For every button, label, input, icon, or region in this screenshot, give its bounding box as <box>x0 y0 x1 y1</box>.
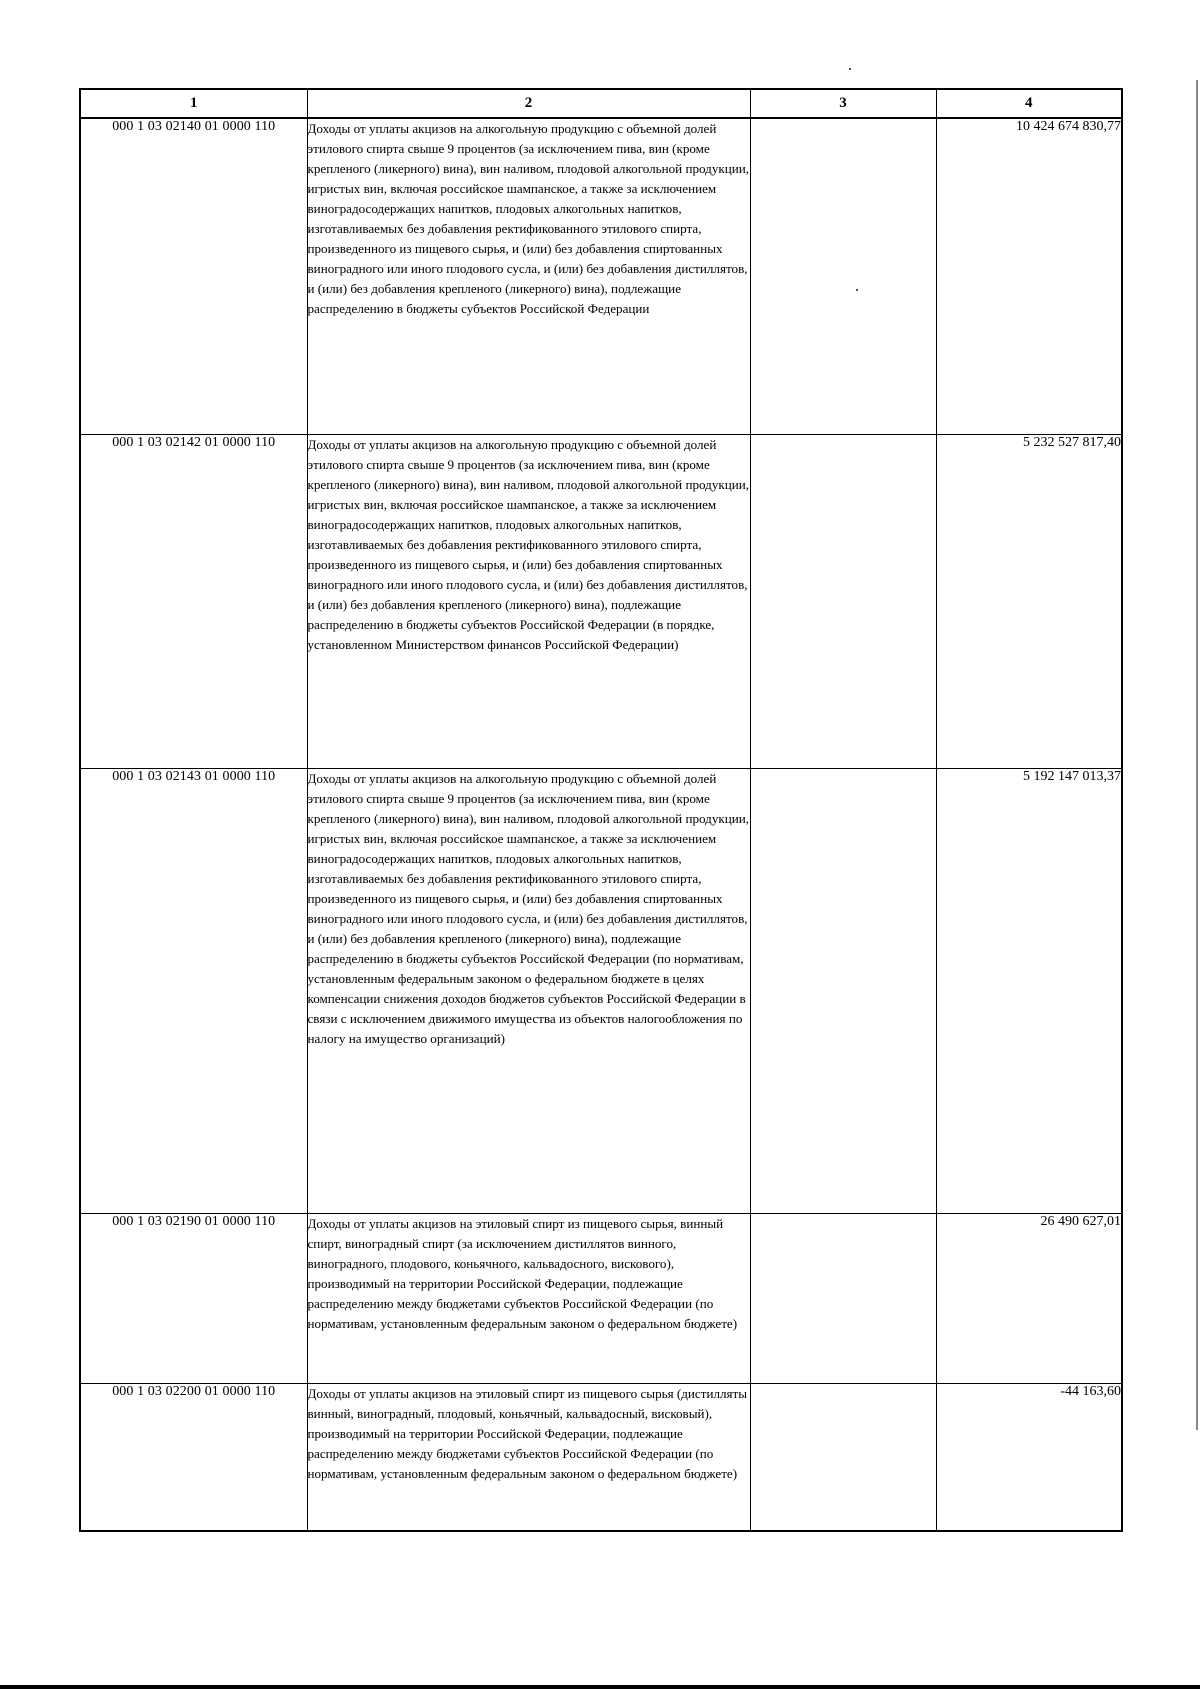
scan-speck <box>849 68 851 70</box>
column-header-3: 3 <box>750 89 936 118</box>
amount: 10 424 674 830,77 <box>936 118 1122 434</box>
budget-code: 000 1 03 02190 01 0000 110 <box>80 1213 307 1383</box>
budget-code: 000 1 03 02143 01 0000 110 <box>80 768 307 1213</box>
table-row <box>80 1213 1122 1383</box>
column-3-cell <box>750 1213 936 1383</box>
revenue-description: Доходы от уплаты акцизов на алкогольную продукцию с объемной долей этилового спирта свыше 9 процентов (за исключением пива, вин (кроме крепленого (ликерного) вина), вин наливом, плодовой алкогольной продукции, игристых вин, включая российское шампанское, а также за исключением виноградосодержащих напитков, плодовых алкогольных напитков, изготавливаемых без добавления ректификованного этилового спирта, произведенного из пищевого сырья, и (или) без добавления спиртованных виноградного или иного плодового сусла, и (или) без добавления дистиллятов, и (или) без добавления крепленого (ликерного) вина), подлежащие распределению в бюджеты субъектов Российской Федерации <box>307 118 750 434</box>
column-header-2: 2 <box>307 89 750 118</box>
scan-bottom-edge <box>0 1685 1200 1689</box>
amount: 5 192 147 013,37 <box>936 768 1122 1213</box>
amount: -44 163,60 <box>936 1383 1122 1531</box>
column-3-cell <box>750 118 936 434</box>
table-header-row <box>80 89 1122 118</box>
column-header-1: 1 <box>80 89 307 118</box>
table-row <box>80 118 1122 434</box>
amount: 5 232 527 817,40 <box>936 434 1122 768</box>
scan-edge-line <box>1196 80 1198 1430</box>
column-3-cell <box>750 1383 936 1531</box>
revenue-description: Доходы от уплаты акцизов на этиловый спирт из пищевого сырья (дистилляты винный, виноградный, плодовый, коньячный, кальвадосный, висковый), производимый на территории Российской Федерации, подлежащие распределению между бюджетами субъектов Российской Федерации (по нормативам, установленным федеральным законом о федеральном бюджете) <box>307 1383 750 1531</box>
revenue-description: Доходы от уплаты акцизов на этиловый спирт из пищевого сырья, винный спирт, виноградный спирт (за исключением дистиллятов винного, виноградного, плодового, коньячного, кальвадосного, вискового), производимый на территории Российской Федерации, подлежащие распределению между бюджетами субъектов Российской Федерации (по нормативам, установленным федеральным законом о федеральном бюджете) <box>307 1213 750 1383</box>
revenue-description: Доходы от уплаты акцизов на алкогольную продукцию с объемной долей этилового спирта свыше 9 процентов (за исключением пива, вин (кроме крепленого (ликерного) вина), вин наливом, плодовой алкогольной продукции, игристых вин, включая российское шампанское, а также за исключением виноградосодержащих напитков, плодовых алкогольных напитков, изготавливаемых без добавления ректификованного этилового спирта, произведенного из пищевого сырья, и (или) без добавления спиртованных виноградного или иного плодового сусла, и (или) без добавления дистиллятов, и (или) без добавления крепленого (ликерного) вина), подлежащие распределению в бюджеты субъектов Российской Федерации (по нормативам, установленным федеральным законом о федеральном бюджете в целях компенсации снижения доходов бюджетов субъектов Российской Федерации в связи с исключением движимого имущества из объектов налогообложения по налогу на имущество организаций) <box>307 768 750 1213</box>
budget-code: 000 1 03 02200 01 0000 110 <box>80 1383 307 1531</box>
budget-code: 000 1 03 02140 01 0000 110 <box>80 118 307 434</box>
column-3-cell <box>750 768 936 1213</box>
amount: 26 490 627,01 <box>936 1213 1122 1383</box>
column-3-cell <box>750 434 936 768</box>
revenue-description: Доходы от уплаты акцизов на алкогольную продукцию с объемной долей этилового спирта свыше 9 процентов (за исключением пива, вин (кроме крепленого (ликерного) вина), вин наливом, плодовой алкогольной продукции, игристых вин, включая российское шампанское, а также за исключением виноградосодержащих напитков, плодовых алкогольных напитков, изготавливаемых без добавления ректификованного этилового спирта, произведенного из пищевого сырья, и (или) без добавления спиртованных виноградного или иного плодового сусла, и (или) без добавления дистиллятов, и (или) без добавления крепленого (ликерного) вина), подлежащие распределению в бюджеты субъектов Российской Федерации (в порядке, установленном Министерством финансов Российской Федерации) <box>307 434 750 768</box>
table-row <box>80 768 1122 1213</box>
column-header-4: 4 <box>936 89 1122 118</box>
table-row <box>80 434 1122 768</box>
table-row <box>80 1383 1122 1531</box>
budget-code: 000 1 03 02142 01 0000 110 <box>80 434 307 768</box>
revenue-table <box>79 88 1123 1532</box>
